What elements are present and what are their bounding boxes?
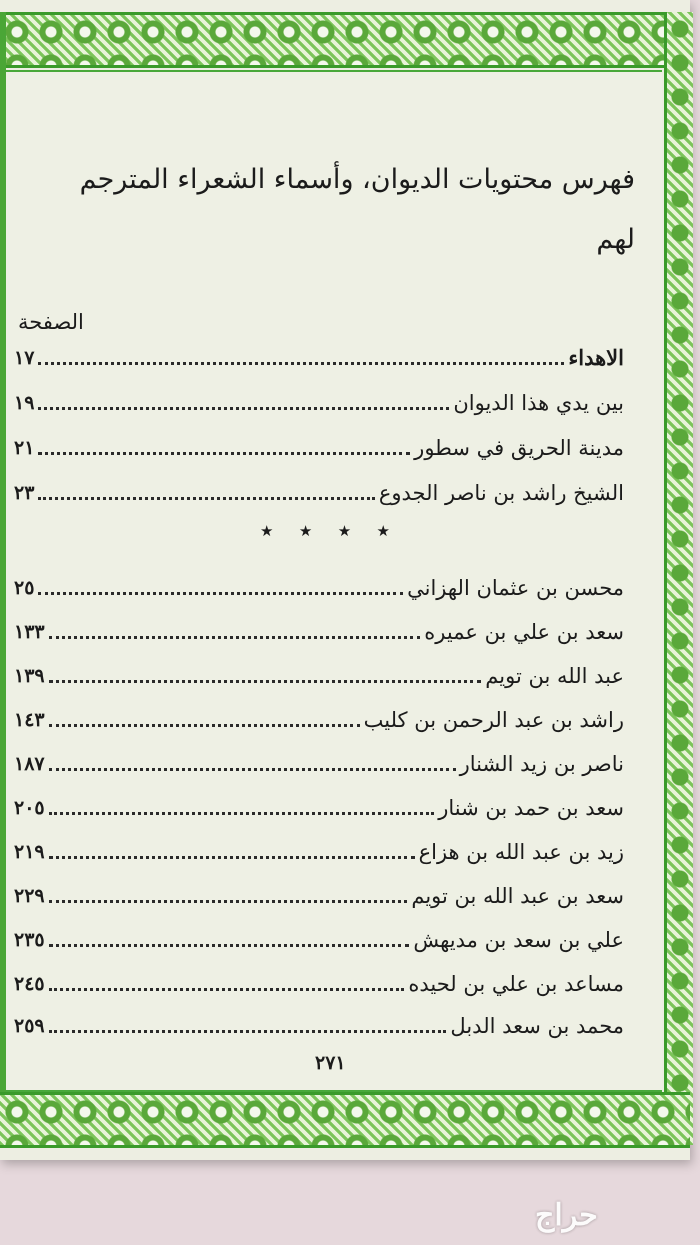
entry-page-number: ٢٣٥ [14, 929, 45, 951]
entry-title: عبد الله بن تويم [485, 664, 624, 688]
toc-entry [14, 697, 624, 737]
entry-page-number: ١٣٩ [14, 665, 45, 687]
leader-dots [38, 452, 410, 455]
leader-dots [38, 497, 374, 500]
leader-dots [49, 636, 421, 639]
page-title: فهرس محتويات الديوان، وأسماء الشعراء المترجم لهم [79, 164, 635, 255]
ornamental-border-right [664, 12, 693, 1145]
entry-title: راشد بن عبد الرحمن بن كليب [363, 708, 624, 732]
toc-entry [14, 829, 624, 869]
entry-page-number: ٢٥ [14, 577, 35, 599]
star-icon: ★ [298, 522, 313, 540]
toc-entry [14, 917, 624, 957]
leader-dots [49, 680, 482, 683]
toc-entry [14, 873, 624, 913]
entry-title: علي بن سعد بن مديهش [413, 928, 624, 952]
entry-title: زيد بن عبد الله بن هزاع [418, 840, 624, 864]
entry-page-number: ١٣٣ [14, 621, 45, 643]
toc-entry [14, 470, 624, 510]
leader-dots [49, 944, 410, 947]
entry-page-number: ١٧ [14, 347, 35, 369]
toc-entry [14, 1003, 624, 1043]
toc-entry [14, 741, 624, 781]
folio-page-number: ٢٧١ [315, 1052, 346, 1074]
entry-title: مساعد بن علي بن لحيده [408, 972, 624, 996]
entry-title: سعد بن علي بن عميره [424, 620, 624, 644]
entry-page-number: ٢١ [14, 437, 35, 459]
entry-page-number: ٢٣ [14, 482, 35, 504]
entry-page-number: ١٤٣ [14, 709, 45, 731]
leader-dots [49, 856, 415, 859]
entry-title: الشيخ راشد بن ناصر الجدوع [378, 481, 624, 505]
section-separator [260, 522, 390, 540]
entry-title: الاهداء [568, 345, 624, 370]
entry-title: مدينة الحريق في سطور [414, 436, 624, 460]
entry-title: ناصر بن زيد الشنار [459, 752, 624, 776]
entry-title: سعد بن عبد الله بن تويم [411, 884, 624, 908]
leader-dots [49, 900, 408, 903]
star-icon: ★ [260, 522, 274, 540]
toc-entry [14, 961, 624, 1001]
ornamental-border-bottom [0, 1092, 690, 1148]
leader-dots [38, 592, 403, 595]
entry-title: محسن بن عثمان الهزاني [407, 576, 624, 600]
entry-page-number: ١٨٧ [14, 753, 45, 775]
entry-page-number: ٢١٩ [14, 841, 45, 863]
watermark-logo: حراج [535, 1198, 598, 1233]
page-column-label: الصفحة [18, 310, 84, 334]
toc-entry [14, 785, 624, 825]
leader-dots [38, 362, 564, 365]
toc-entry [14, 425, 624, 465]
ornamental-border-top [0, 12, 690, 68]
toc-entry [14, 609, 624, 649]
entry-page-number: ٢٤٥ [14, 973, 45, 995]
leader-dots [49, 812, 435, 815]
toc-entry [14, 335, 624, 375]
star-icon: ★ [376, 522, 390, 540]
entry-page-number: ٢٢٩ [14, 885, 45, 907]
entry-title: محمد بن سعد الدبل [450, 1014, 624, 1038]
toc-entry [14, 565, 624, 605]
entry-title: سعد بن حمد بن شنار [438, 796, 624, 820]
star-icon: ★ [337, 522, 352, 540]
entry-page-number: ١٩ [14, 392, 35, 414]
leader-dots [49, 768, 456, 771]
entry-page-number: ٢٥٩ [14, 1015, 45, 1037]
entry-title: بين يدي هذا الديوان [453, 391, 624, 415]
leader-dots [49, 724, 360, 727]
toc-entry [14, 380, 624, 420]
toc-entry [14, 653, 624, 693]
leader-dots [49, 1030, 447, 1033]
entry-page-number: ٢٠٥ [14, 797, 45, 819]
leader-dots [38, 407, 449, 410]
leader-dots [49, 988, 405, 991]
